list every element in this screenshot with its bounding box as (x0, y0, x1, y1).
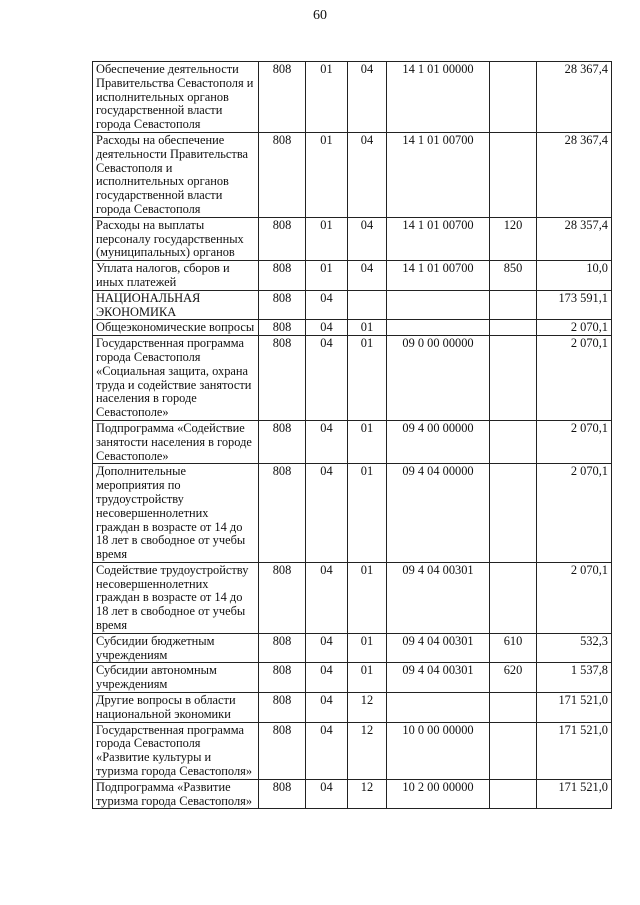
row-sum: 173 591,1 (537, 290, 612, 320)
row-csr (387, 320, 490, 336)
row-csr: 14 1 01 00700 (387, 261, 490, 291)
row-sum: 28 367,4 (537, 62, 612, 133)
row-rz: 04 (306, 633, 348, 663)
row-ved: 808 (259, 261, 306, 291)
row-csr (387, 693, 490, 723)
row-ved: 808 (259, 132, 306, 217)
row-pr: 12 (348, 722, 387, 779)
row-sum: 2 070,1 (537, 336, 612, 421)
table-row (93, 62, 612, 133)
row-csr: 09 4 04 00301 (387, 562, 490, 633)
row-ved: 808 (259, 722, 306, 779)
row-rz: 04 (306, 320, 348, 336)
table-row (93, 562, 612, 633)
row-sum: 28 367,4 (537, 132, 612, 217)
row-rz: 04 (306, 290, 348, 320)
row-rz: 04 (306, 562, 348, 633)
row-ved: 808 (259, 290, 306, 320)
row-pr: 01 (348, 420, 387, 463)
row-name: Субсидии автономным учреждениям (93, 663, 259, 693)
row-rz: 04 (306, 464, 348, 563)
row-csr: 14 1 01 00700 (387, 217, 490, 260)
row-rz: 01 (306, 132, 348, 217)
row-name: Общеэкономические вопросы (93, 320, 259, 336)
budget-table (92, 61, 612, 809)
row-ved: 808 (259, 336, 306, 421)
row-name: Содействие трудоустройству несовершеннолетних граждан в возрасте от 14 до 18 лет в свободное от учебы время (93, 562, 259, 633)
row-vr (490, 779, 537, 809)
row-vr (490, 62, 537, 133)
row-name: Подпрограмма «Развитие туризма города Севастополя» (93, 779, 259, 809)
row-csr: 10 2 00 00000 (387, 779, 490, 809)
table-row (93, 261, 612, 291)
row-vr (490, 464, 537, 563)
table-row (93, 290, 612, 320)
row-name: Государственная программа города Севастополя «Развитие культуры и туризма города Севастополя» (93, 722, 259, 779)
table-row (93, 420, 612, 463)
row-sum: 28 357,4 (537, 217, 612, 260)
table-row (93, 217, 612, 260)
row-ved: 808 (259, 464, 306, 563)
row-csr: 09 4 04 00301 (387, 633, 490, 663)
row-vr: 610 (490, 633, 537, 663)
row-pr: 01 (348, 663, 387, 693)
row-rz: 04 (306, 779, 348, 809)
row-vr (490, 562, 537, 633)
row-name: Подпрограмма «Содействие занятости населения в городе Севастополе» (93, 420, 259, 463)
row-name: Государственная программа города Севастополя «Социальная защита, охрана труда и содействие занятости населения в городе Севастополе» (93, 336, 259, 421)
row-rz: 04 (306, 420, 348, 463)
row-vr (490, 420, 537, 463)
row-vr (490, 132, 537, 217)
row-name: Дополнительные мероприятия по трудоустройству несовершеннолетних граждан в возрасте от 14 до 18 лет в свободное от учебы время (93, 464, 259, 563)
table-row (93, 464, 612, 563)
row-ved: 808 (259, 663, 306, 693)
row-pr: 01 (348, 633, 387, 663)
row-ved: 808 (259, 779, 306, 809)
row-pr: 12 (348, 693, 387, 723)
table-row (93, 132, 612, 217)
row-name: Уплата налогов, сборов и иных платежей (93, 261, 259, 291)
row-name: НАЦИОНАЛЬНАЯ ЭКОНОМИКА (93, 290, 259, 320)
row-pr: 01 (348, 320, 387, 336)
row-sum: 171 521,0 (537, 779, 612, 809)
row-vr: 850 (490, 261, 537, 291)
row-pr: 04 (348, 261, 387, 291)
table-row (93, 633, 612, 663)
row-csr: 10 0 00 00000 (387, 722, 490, 779)
table-row (93, 779, 612, 809)
row-sum: 171 521,0 (537, 693, 612, 723)
row-csr: 14 1 01 00700 (387, 132, 490, 217)
row-rz: 04 (306, 663, 348, 693)
row-sum: 1 537,8 (537, 663, 612, 693)
row-name: Субсидии бюджетным учреждениям (93, 633, 259, 663)
row-vr: 620 (490, 663, 537, 693)
row-vr: 120 (490, 217, 537, 260)
row-rz: 04 (306, 336, 348, 421)
row-csr: 09 4 04 00301 (387, 663, 490, 693)
row-ved: 808 (259, 420, 306, 463)
row-sum: 10,0 (537, 261, 612, 291)
row-rz: 01 (306, 62, 348, 133)
row-pr: 01 (348, 336, 387, 421)
row-ved: 808 (259, 62, 306, 133)
row-sum: 2 070,1 (537, 464, 612, 563)
row-csr: 09 4 00 00000 (387, 420, 490, 463)
row-vr (490, 290, 537, 320)
row-pr: 04 (348, 132, 387, 217)
row-vr (490, 336, 537, 421)
row-csr (387, 290, 490, 320)
table-body (93, 62, 612, 809)
row-pr: 01 (348, 464, 387, 563)
table-row (93, 663, 612, 693)
table-row (93, 336, 612, 421)
row-csr: 09 0 00 00000 (387, 336, 490, 421)
row-name: Расходы на обеспечение деятельности Правительства Севастополя и исполнительных органов государственной власти города Севастополя (93, 132, 259, 217)
row-rz: 04 (306, 722, 348, 779)
row-name: Другие вопросы в области национальной экономики (93, 693, 259, 723)
row-pr: 01 (348, 562, 387, 633)
row-csr: 14 1 01 00000 (387, 62, 490, 133)
row-csr: 09 4 04 00000 (387, 464, 490, 563)
row-vr (490, 722, 537, 779)
row-rz: 04 (306, 693, 348, 723)
row-pr: 12 (348, 779, 387, 809)
row-rz: 01 (306, 261, 348, 291)
row-ved: 808 (259, 320, 306, 336)
table-row (93, 693, 612, 723)
row-name: Обеспечение деятельности Правительства Севастополя и исполнительных органов государственной власти города Севастополя (93, 62, 259, 133)
row-sum: 2 070,1 (537, 320, 612, 336)
table-row (93, 722, 612, 779)
row-ved: 808 (259, 562, 306, 633)
row-pr: 04 (348, 217, 387, 260)
table-row (93, 320, 612, 336)
row-rz: 01 (306, 217, 348, 260)
row-ved: 808 (259, 633, 306, 663)
row-ved: 808 (259, 693, 306, 723)
page-number: 60 (313, 8, 327, 23)
row-sum: 532,3 (537, 633, 612, 663)
row-vr (490, 693, 537, 723)
row-name: Расходы на выплаты персоналу государственных (муниципальных) органов (93, 217, 259, 260)
row-vr (490, 320, 537, 336)
row-pr: 04 (348, 62, 387, 133)
row-pr (348, 290, 387, 320)
row-sum: 171 521,0 (537, 722, 612, 779)
row-sum: 2 070,1 (537, 420, 612, 463)
row-sum: 2 070,1 (537, 562, 612, 633)
row-ved: 808 (259, 217, 306, 260)
